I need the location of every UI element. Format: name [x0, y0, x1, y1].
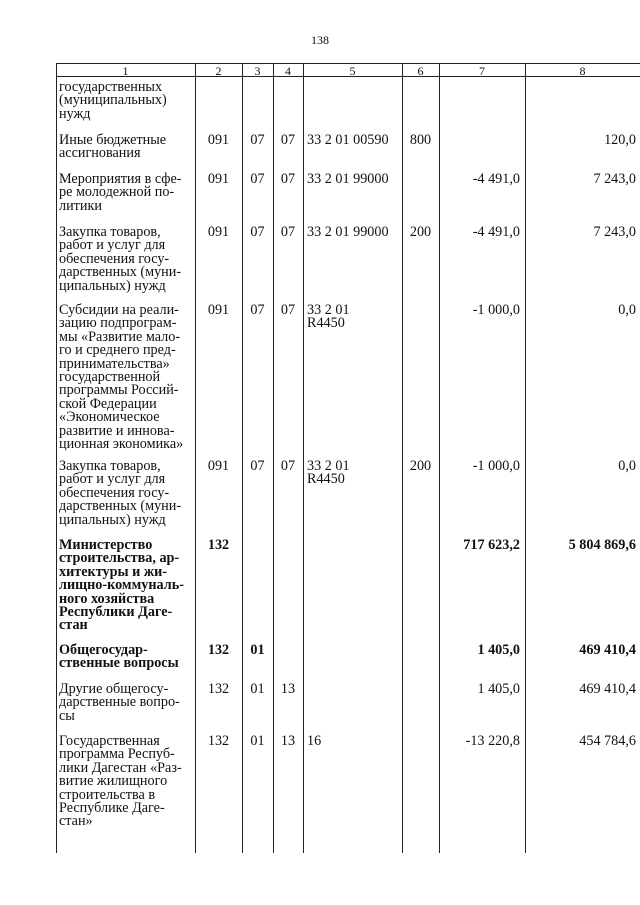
cell-ministry-code: 091 — [207, 224, 230, 240]
cell-total-amount: 0,0 — [618, 302, 636, 318]
row-name: государственных (муниципальных) нужд — [59, 79, 167, 122]
cell-subsection: 07 — [280, 132, 296, 148]
header-col-4: 4 — [285, 64, 291, 78]
cell-change-amount: 717 623,2 — [463, 537, 520, 553]
row-name: Мероприятия в сфе- ре молодежной по- литики — [59, 171, 182, 214]
table-top-border — [56, 63, 640, 64]
cell-expense-type: 200 — [409, 458, 432, 474]
row-name: Другие общегосу- дарственные вопро- сы — [59, 681, 180, 724]
cell-target-article: 33 2 01 99000 — [307, 224, 389, 240]
budget-table — [56, 63, 640, 853]
row-name: Закупка товаров, работ и услуг для обеспечения госу- дарственных (муни- ципальных) нужд — [59, 458, 182, 528]
cell-change-amount: 1 405,0 — [477, 642, 520, 658]
cell-section: 07 — [250, 224, 265, 240]
col-border — [402, 63, 403, 853]
cell-total-amount: 469 410,4 — [579, 681, 636, 697]
cell-change-amount: -4 491,0 — [472, 224, 520, 240]
col-border — [56, 63, 57, 853]
cell-subsection: 07 — [280, 458, 296, 474]
cell-total-amount: 469 410,4 — [579, 642, 636, 658]
cell-ministry-code: 091 — [207, 132, 230, 148]
cell-subsection: 07 — [280, 171, 296, 187]
header-col-5: 5 — [349, 64, 356, 78]
header-col-2: 2 — [215, 64, 222, 78]
cell-expense-type: 200 — [409, 224, 432, 240]
cell-total-amount: 5 804 869,6 — [568, 537, 636, 553]
cell-change-amount: 1 405,0 — [477, 681, 520, 697]
cell-section: 01 — [250, 642, 265, 658]
row-name: Общегосудар- ственные вопросы — [59, 642, 179, 672]
cell-subsection: 13 — [280, 733, 296, 749]
cell-target-article: 33 2 01 R4450 — [307, 458, 350, 488]
cell-ministry-code: 132 — [207, 681, 230, 697]
cell-section: 07 — [250, 458, 265, 474]
cell-change-amount: -13 220,8 — [465, 733, 520, 749]
header-col-8: 8 — [579, 64, 586, 78]
cell-subsection: 13 — [280, 681, 296, 697]
cell-change-amount: -1 000,0 — [472, 302, 520, 318]
cell-ministry-code: 132 — [207, 642, 230, 658]
header-col-7: 7 — [479, 64, 485, 78]
cell-total-amount: 7 243,0 — [593, 171, 636, 187]
cell-target-article: 33 2 01 R4450 — [307, 302, 350, 332]
cell-section: 07 — [250, 132, 265, 148]
header-col-3: 3 — [254, 64, 261, 78]
row-name: Иные бюджетные ассигнования — [59, 132, 167, 162]
cell-total-amount: 120,0 — [604, 132, 636, 148]
cell-total-amount: 454 784,6 — [579, 733, 636, 749]
cell-subsection: 07 — [280, 224, 296, 240]
cell-total-amount: 7 243,0 — [593, 224, 636, 240]
cell-target-article: 33 2 01 99000 — [307, 171, 389, 187]
cell-ministry-code: 091 — [207, 458, 230, 474]
row-name: Субсидии на реали- зацию подпрограм- мы «Развитие мало- го и среднего пред- принимательства» государственной программы Россий- ской Федерации «Экономическое развитие и иннова- ционная экономика» — [59, 302, 184, 453]
cell-ministry-code: 132 — [207, 733, 230, 749]
cell-target-article: 33 2 01 00590 — [307, 132, 389, 148]
cell-section: 01 — [250, 733, 265, 749]
row-name: Министерство строительства, ар- хитектуры и жи- лищно-коммуналь- ного хозяйства Республики Даге- стан — [59, 537, 184, 634]
page-number: 138 — [311, 33, 329, 47]
header-col-1: 1 — [122, 64, 129, 78]
cell-section: 01 — [250, 681, 265, 697]
row-name: Закупка товаров, работ и услуг для обеспечения госу- дарственных (муни- ципальных) нужд — [59, 224, 182, 294]
cell-ministry-code: 132 — [207, 537, 230, 553]
cell-target-article: 16 — [307, 733, 322, 749]
cell-section: 07 — [250, 302, 265, 318]
cell-ministry-code: 091 — [207, 302, 230, 318]
cell-change-amount: -1 000,0 — [472, 458, 520, 474]
cell-ministry-code: 091 — [207, 171, 230, 187]
cell-subsection: 07 — [280, 302, 296, 318]
header-col-6: 6 — [417, 64, 424, 78]
cell-section: 07 — [250, 171, 265, 187]
row-name: Государственная программа Респуб- лики Дагестан «Раз- витие жилищного строительства в Республике Даге- стан» — [59, 733, 182, 830]
cell-total-amount: 0,0 — [618, 458, 636, 474]
col-border — [303, 63, 304, 853]
cell-change-amount: -4 491,0 — [472, 171, 520, 187]
cell-expense-type: 800 — [409, 132, 432, 148]
